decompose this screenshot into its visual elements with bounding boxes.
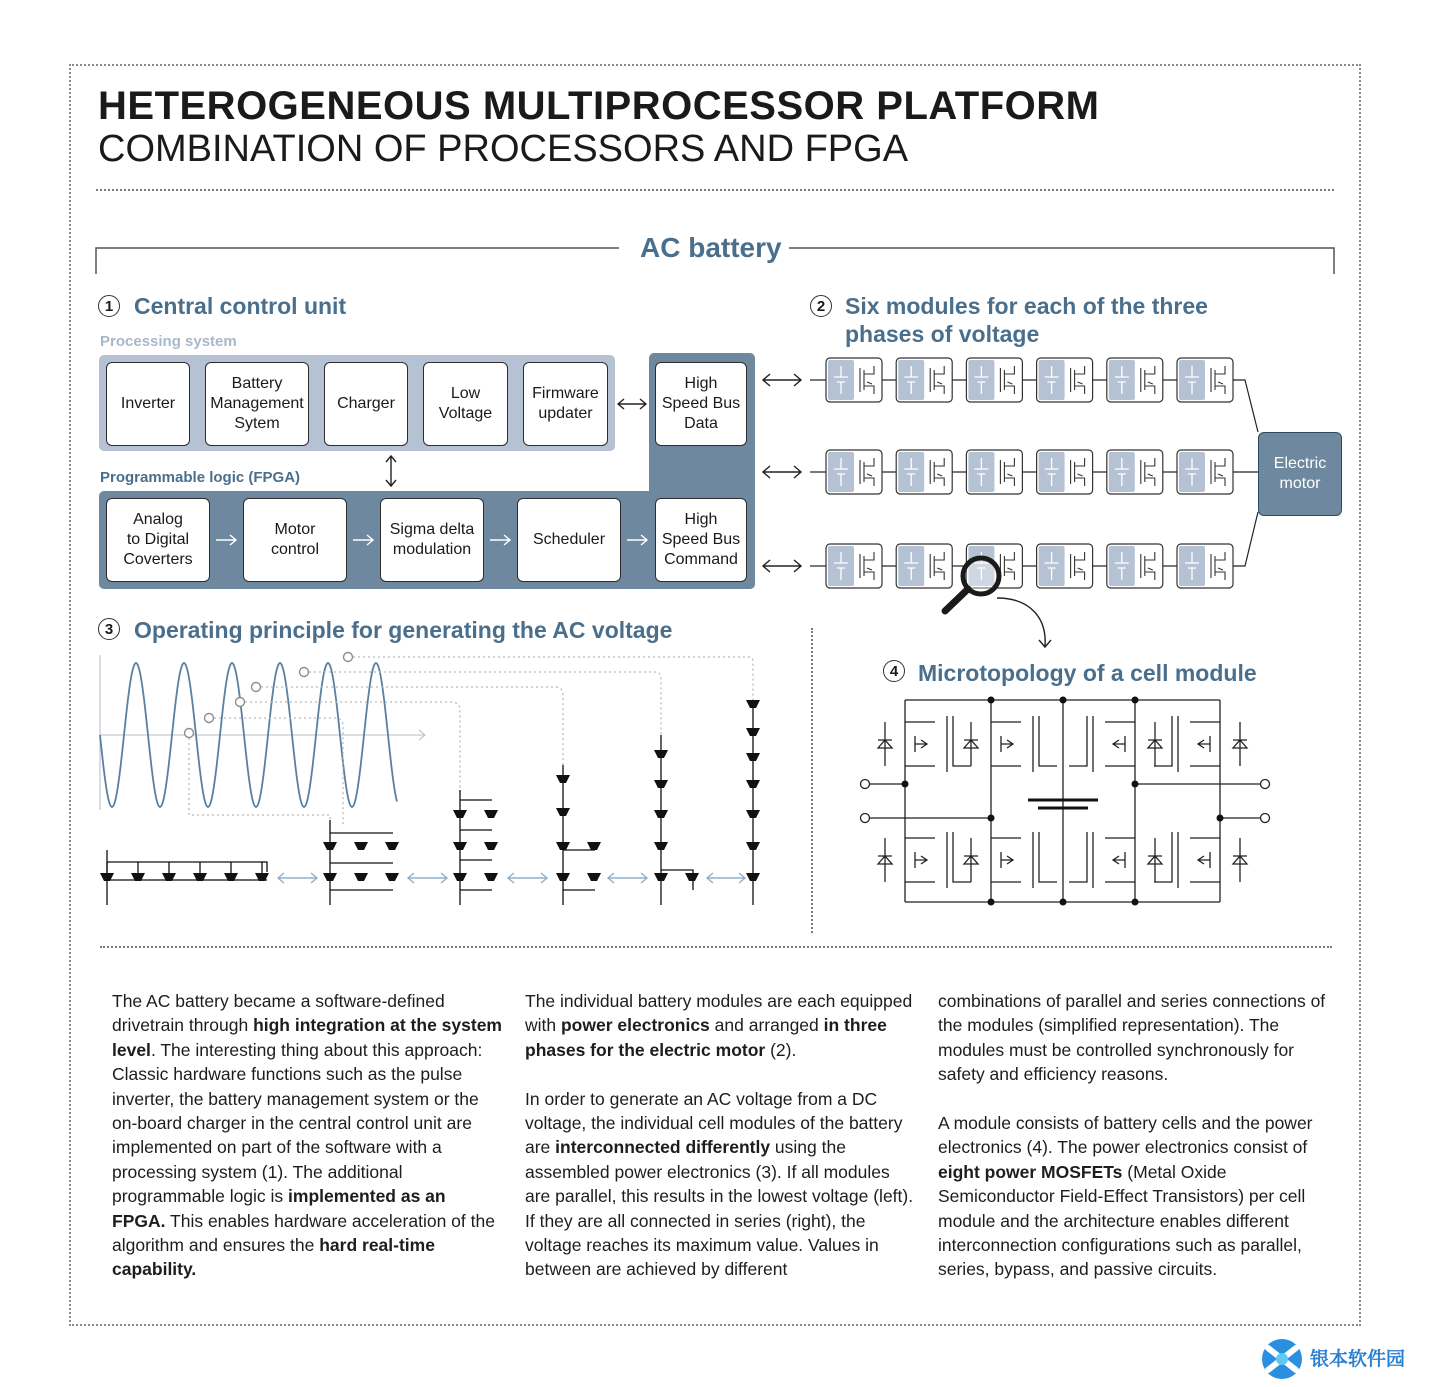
cell-symbol: [587, 842, 601, 850]
sample-point: [185, 729, 194, 738]
text-run: In order to generate an AC voltage from a DC voltage, the individual cell modules of the battery are: [525, 1088, 903, 1158]
cell-module: [826, 450, 882, 494]
cell-symbol: [385, 873, 399, 881]
mosfet-symbol: [1154, 832, 1247, 888]
cell-module: [896, 358, 952, 402]
sample-point: [344, 653, 353, 662]
sample-trace: [240, 702, 460, 795]
cell-symbol: [746, 780, 760, 788]
adc-block: Analog to Digital Coverters: [106, 498, 210, 582]
battery-management-block: Battery Management Sytem: [205, 362, 309, 446]
mosfet-symbol: [878, 832, 971, 888]
text-run: The individual battery modules are each equipped with: [525, 991, 913, 1036]
cell-symbol: [746, 700, 760, 708]
text-column-2: [525, 989, 915, 1306]
text-run: The AC battery became a software-defined drivetrain through: [112, 991, 445, 1036]
mosfet-symbol: [964, 716, 1057, 772]
junction: [1132, 697, 1139, 704]
programmable-logic-label: Programmable logic (FPGA): [100, 469, 301, 486]
high-speed-bus-data-block: High Speed Bus Data: [655, 362, 747, 446]
cell-module: [826, 358, 882, 402]
transition-arrow: [508, 873, 547, 883]
cell-symbol: [323, 873, 337, 881]
text-run: using the assembled power electronics (3). If all modules are parallel, this results in the lowest voltage (left). If they are all connected in series (right), the voltage reaches its maximum value. Values in between are achieved by different: [525, 1137, 914, 1280]
mosfet-symbol: [878, 716, 971, 772]
body-divider: [100, 946, 1332, 948]
cell-symbol: [484, 842, 498, 850]
watermark: [1258, 1336, 1428, 1382]
text-column-3: [938, 989, 1328, 1306]
mosfet-symbol: [1154, 716, 1247, 772]
terminal: [1261, 814, 1270, 823]
page-subtitle: COMBINATION OF PROCESSORS AND FPGA: [98, 128, 909, 170]
junction: [1060, 899, 1067, 906]
mosfet-symbol: [1069, 832, 1162, 888]
cell-symbol: [746, 810, 760, 818]
paragraph: [112, 989, 502, 1282]
config-four-series: [563, 765, 595, 905]
cell-symbol: [746, 728, 760, 736]
section-4-number: 4: [883, 660, 905, 682]
text-run: A module consists of battery cells and the power electronics (4). The power electronics consist of: [938, 1113, 1313, 1158]
terminal: [1261, 780, 1270, 789]
cell-module: [1037, 450, 1093, 494]
text-run: (Metal Oxide Semiconductor Field-Effect Transistors) per cell module and the architecture enables different interconnection configurations such as parallel, series, bypass, and passive circuits.: [938, 1161, 1306, 1280]
transition-arrow: [608, 873, 647, 883]
text-emphasis: in three phases for the electric motor: [525, 1015, 887, 1060]
junction: [1217, 815, 1224, 822]
cell-module-microtopology: [855, 690, 1275, 915]
cell-module: [966, 358, 1022, 402]
cell-symbol: [453, 873, 467, 881]
text-emphasis: implemented as an FPGA.: [112, 1186, 446, 1231]
junction: [1060, 697, 1067, 704]
text-run: and arranged: [709, 1015, 824, 1036]
cell-symbol: [484, 873, 498, 881]
page-title: HETEROGENEOUS MULTIPROCESSOR PLATFORM: [98, 84, 1100, 128]
config-two-series: [330, 820, 393, 905]
cell-module: [1177, 358, 1233, 402]
cell-symbol: [556, 842, 570, 850]
watermark-text: 银本软件园: [1310, 1349, 1406, 1370]
ac-battery-title: AC battery: [640, 232, 782, 263]
motor-link: [1233, 380, 1258, 432]
cell-symbol: [746, 842, 760, 850]
transition-arrow: [707, 873, 745, 883]
cell-symbol: [385, 842, 399, 850]
motor-control-block: Motor control: [243, 498, 347, 582]
text-emphasis: interconnected differently: [555, 1137, 771, 1158]
section-1-title: Central control unit: [134, 293, 347, 319]
cell-symbol: [354, 873, 368, 881]
cell-symbol: [453, 810, 467, 818]
cell-module: [1107, 450, 1163, 494]
high-speed-bus-command-block: High Speed Bus Command: [655, 498, 747, 582]
cell-symbol: [556, 775, 570, 783]
scheduler-block: Scheduler: [517, 498, 621, 582]
section-2-number: 2: [810, 295, 832, 317]
cell-symbol: [323, 842, 337, 850]
watermark-logo-icon: [1258, 1336, 1306, 1382]
config-five-series: [661, 735, 693, 905]
paragraph: [525, 1087, 915, 1282]
paragraph: [938, 989, 1328, 1087]
cell-symbol: [453, 842, 467, 850]
cell-symbol: [654, 810, 668, 818]
cell-module: [826, 544, 882, 588]
cell-symbol: [685, 873, 699, 881]
cell-symbol: [556, 873, 570, 881]
paragraph: [938, 1111, 1328, 1282]
cell-symbol: [587, 873, 601, 881]
terminal: [861, 780, 870, 789]
cell-symbol: [484, 810, 498, 818]
transition-arrow: [278, 873, 317, 883]
operating-principle-diagram: [95, 645, 775, 915]
text-run: . The interesting thing about this approach: Classic hardware functions such as the pulse inverter, the battery management system or the on-board charger in the central control unit are implemented on part of the software with a processing system (1). The additional programmable logic is: [112, 1039, 483, 1207]
processing-system-label: Processing system: [100, 333, 237, 350]
junction: [1132, 899, 1139, 906]
text-emphasis: eight power MOSFETs: [938, 1161, 1123, 1182]
text-emphasis: high integration at the system level: [112, 1015, 502, 1060]
section-3-number: 3: [98, 618, 120, 640]
section-1-number: 1: [98, 295, 120, 317]
magnifier-icon: [935, 548, 1065, 658]
text-run: (2).: [765, 1039, 797, 1060]
cell-symbol: [654, 873, 668, 881]
cell-symbol: [654, 750, 668, 758]
electric-motor-block: Electric motor: [1258, 432, 1342, 516]
cell-symbol: [556, 808, 570, 816]
text-run: This enables hardware acceleration of the algorithm and ensures the: [112, 1210, 495, 1256]
cell-module: [896, 450, 952, 494]
cell-module: [1107, 358, 1163, 402]
text-emphasis: hard real-time capability.: [112, 1235, 435, 1280]
sample-trace: [304, 672, 661, 740]
cell-symbol: [354, 842, 368, 850]
sample-trace: [209, 718, 343, 825]
cell-module: [1037, 358, 1093, 402]
firmware-updater-block: Firmware updater: [523, 362, 608, 446]
mosfet-symbol: [964, 832, 1057, 888]
sample-trace: [256, 687, 563, 770]
text-emphasis: power electronics: [560, 1015, 710, 1036]
config-parallel: [107, 850, 267, 905]
sample-point: [252, 683, 261, 692]
cell-module: [1177, 544, 1233, 588]
cell-symbol: [746, 753, 760, 761]
sample-trace: [348, 657, 753, 705]
text-run: combinations of parallel and series connections of the modules (simplified representation). The modules must be controlled synchronously for safety and efficiency reasons.: [938, 991, 1326, 1085]
junction: [988, 815, 995, 822]
cell-symbol: [746, 873, 760, 881]
transition-arrow: [408, 873, 447, 883]
mosfet-symbol: [1069, 716, 1162, 772]
paragraph: [525, 989, 915, 1062]
cell-module: [1107, 544, 1163, 588]
cell-module: [1177, 450, 1233, 494]
text-column-1: [112, 989, 502, 1306]
junction: [902, 781, 909, 788]
motor-link: [1233, 512, 1258, 566]
sigma-delta-block: Sigma delta modulation: [380, 498, 484, 582]
sample-point: [236, 698, 245, 707]
cell-symbol: [654, 842, 668, 850]
inverter-block: Inverter: [106, 362, 190, 446]
section-2-title-line2: phases of voltage: [845, 321, 1040, 347]
sample-point: [300, 668, 309, 677]
cell-module: [966, 450, 1022, 494]
section-2-title-line1: Six modules for each of the three: [845, 293, 1208, 319]
junction: [988, 899, 995, 906]
section-4-title: Microtopology of a cell module: [918, 660, 1257, 686]
junction: [1132, 781, 1139, 788]
low-voltage-block: Low Voltage: [423, 362, 508, 446]
junction: [988, 697, 995, 704]
sample-point: [205, 714, 214, 723]
cell-symbol: [654, 780, 668, 788]
section-divider-vertical: [811, 628, 813, 933]
section-3-title: Operating principle for generating the AC voltage: [134, 617, 673, 643]
charger-block: Charger: [324, 362, 408, 446]
terminal: [861, 814, 870, 823]
